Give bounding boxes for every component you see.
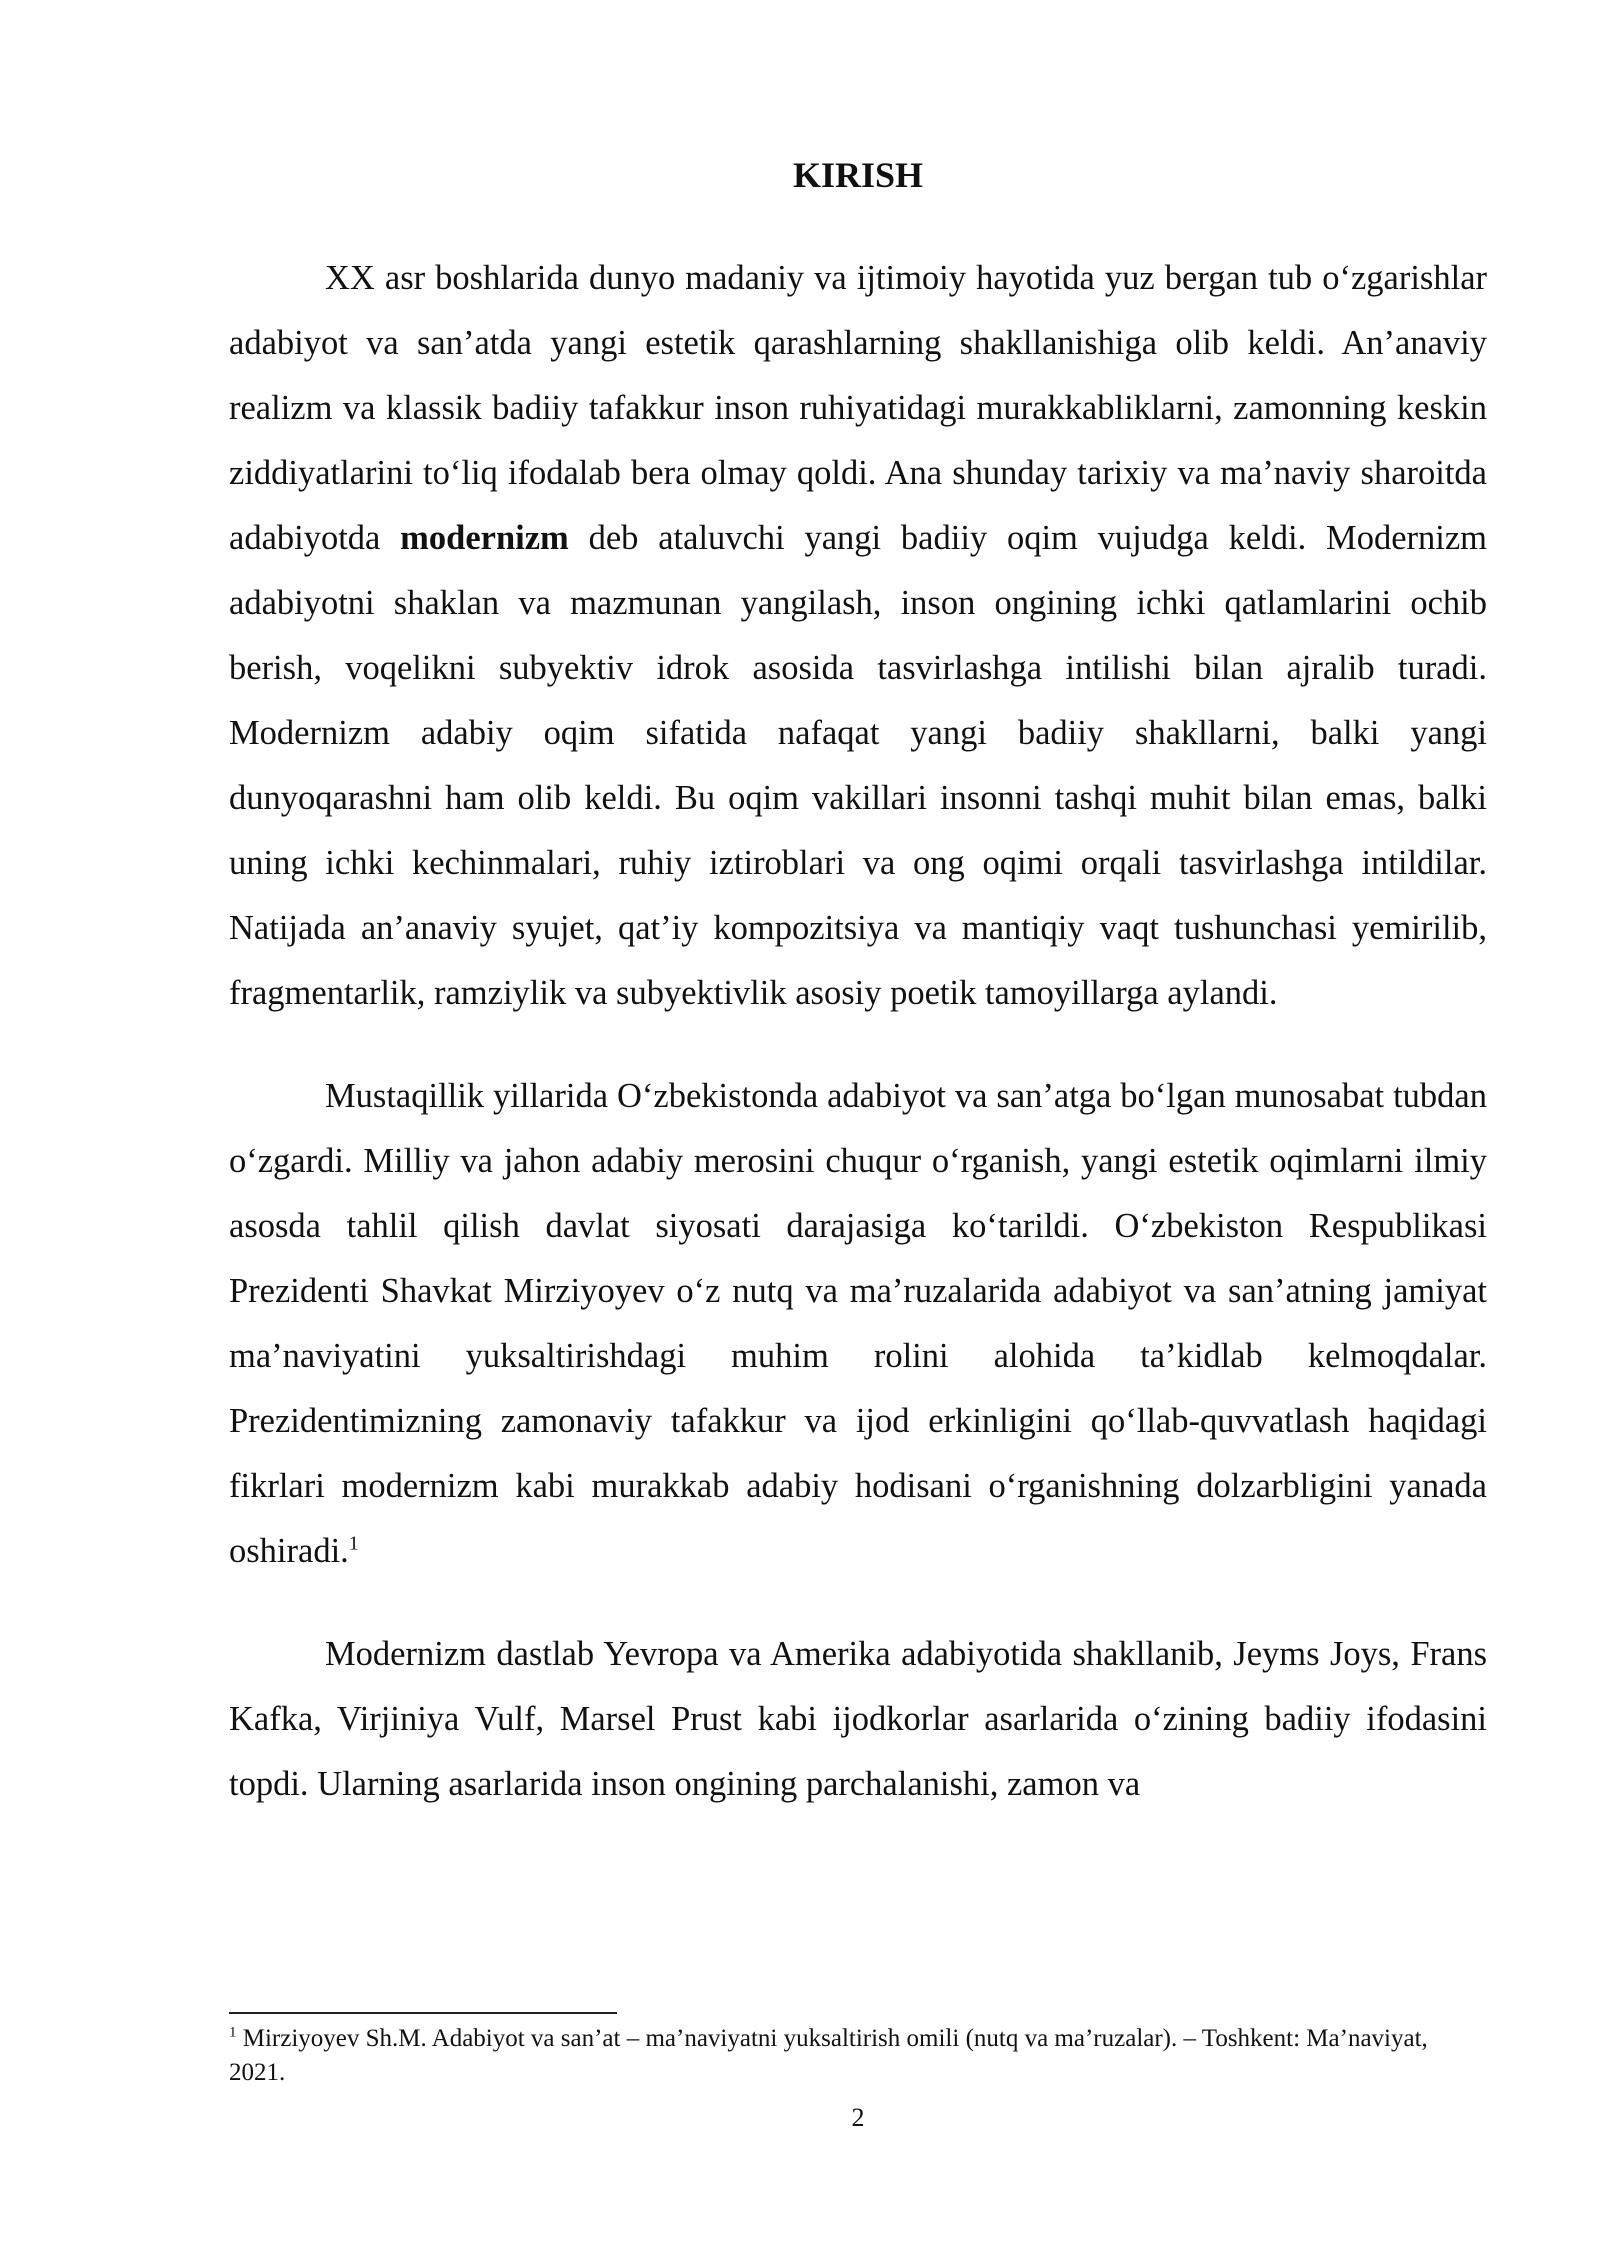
footnote-separator bbox=[229, 2012, 617, 2014]
paragraph-3 bbox=[229, 1622, 1487, 1817]
footnote-reference[interactable]: 1 bbox=[348, 1532, 359, 1555]
body-text bbox=[229, 246, 1487, 1817]
paragraph-1 bbox=[229, 246, 1487, 1026]
page-number: 2 bbox=[851, 2103, 865, 2132]
paragraph-1-text-end: deb ataluvchi yangi badiiy oqim vujudga keldi. Modernizm adabiyotni shaklan va mazmunan yangilash, inson ongining ichki qatlamlarini ochib berish, voqelikni subyektiv idrok asosida tasvirlashga intilishi bilan ajralib turadi. Modernizm adabiy oqim sifatida nafaqat yangi badiiy shakllarni, balki yangi dunyoqarashni ham olib keldi. Bu oqim vakillari insonni tashqi muhit bilan emas, balki uning ichki kechinmalari, ruhiy iztiroblari va ong oqimi orqali tasvirlashga intildilar. Natijada an’anaviy syujet, qat’iy kompozitsiya va mantiqiy vaqt tushunchasi yemirilib, fragmentarlik, ramziylik va subyektivlik asosiy poetik tamoyillarga aylandi. bbox=[229, 519, 1488, 1012]
footnote-marker: 1 bbox=[229, 2024, 237, 2041]
paragraph-2-text: Mustaqillik yillarida Oʻzbekistonda adabiyot va san’atga boʻlgan munosabat tubdan oʻzgardi. Milliy va jahon adabiy merosini chuqur oʻrganish, yangi estetik oqimlarni ilmiy asosda tahlil qilish davlat siyosati darajasiga koʻtarildi. Oʻzbekiston Respublikasi Prezidenti Shavkat Mirziyoyev oʻz nutq va ma’ruzalarida adabiyot va san’atning jamiyat ma’naviyatini yuksaltirishdagi muhim rolini alohida ta’kidlab kelmoqdalar. Prezidentimizning zamonaviy tafakkur va ijod erkinligini qoʻllab-quvvatlash haqidagi fikrlari modernizm kabi murakkab adabiy hodisani oʻrganishning dolzarbligini yanada oshiradi. bbox=[229, 1077, 1487, 1570]
paragraph-2 bbox=[229, 1064, 1487, 1584]
footnote-text: Mirziyoyev Sh.M. Adabiyot va san’at – ma’naviyatni yuksaltirish omili (nutq va ma’ruzalar). – Toshkent: Ma’naviyat, 2021. bbox=[229, 2025, 1428, 2086]
section-heading: KIRISH bbox=[792, 155, 924, 195]
paragraph-1-text-start: XX asr boshlarida dunyo madaniy va ijtimoiy hayotida yuz bergan tub oʻzgarishlar adabiyot va san’atda yangi estetik qarashlarning shakllanishiga olib keldi. An’anaviy realizm va klassik badiiy tafakkur inson ruhiyatidagi murakkabliklarni, zamonning keskin ziddiyatlarini toʻliq ifodalab bera olmay qoldi. Ana shunday tarixiy va ma’naviy sharoitda adabiyotda bbox=[229, 259, 1487, 557]
paragraph-3-text: Modernizm dastlab Yevropa va Amerika adabiyotida shakllanib, Jeyms Joys, Frans Kafka, Virjiniya Vulf, Marsel Prust kabi ijodkorlar asarlarida oʻzining badiiy ifodasini topdi. Ularning asarlarida inson ongining parchalanishi, zamon va bbox=[229, 1635, 1487, 1803]
bold-term-modernizm: modernizm bbox=[400, 519, 569, 557]
footnote bbox=[229, 2022, 1487, 2090]
